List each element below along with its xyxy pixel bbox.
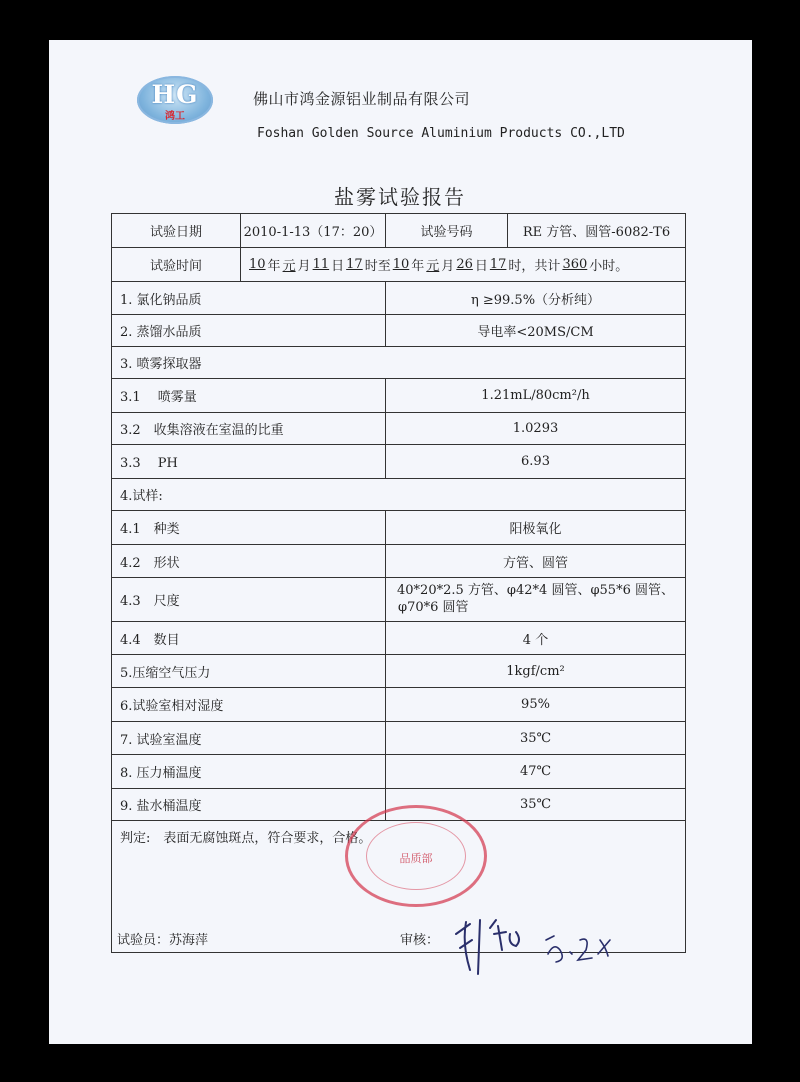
param-label: 2. 蒸馏水品质 xyxy=(120,325,202,340)
time-end-date: 26 xyxy=(456,257,473,272)
param-label: 1. 氯化钠品质 xyxy=(120,292,202,308)
time-start-month: 元 xyxy=(282,259,296,274)
param-row xyxy=(112,655,685,688)
param-row xyxy=(112,688,685,722)
time-value: 10 年 元 月 11 日 17 时至 10 年 元 月 26 日 17 时，共计 360 小时。 xyxy=(240,248,685,281)
handwritten-signature xyxy=(450,910,620,982)
param-value-line: φ70*6 圆管 xyxy=(398,600,469,615)
param-row xyxy=(112,315,685,347)
reviewer-label: 审核： xyxy=(400,933,440,948)
param-row xyxy=(112,511,685,545)
time-start-hour: 17 xyxy=(346,257,363,272)
param-value: 35℃ xyxy=(385,722,685,754)
param-value: 1kgf/cm² xyxy=(385,655,685,687)
param-label: 3.3 PH xyxy=(120,456,178,471)
logo-subtext: 鸿工 xyxy=(165,111,185,122)
param-value: η ≥99.5%（分析纯） xyxy=(385,282,685,314)
param-label: 7. 试验室温度 xyxy=(120,732,202,748)
logo-text: HG xyxy=(151,80,199,109)
param-value: 95% xyxy=(385,688,685,721)
param-label: 3. 喷雾探取器 xyxy=(120,357,202,372)
time-start-year: 10 xyxy=(249,257,266,272)
param-value: 47℃ xyxy=(385,755,685,788)
param-row xyxy=(112,413,685,445)
param-value: 6.93 xyxy=(385,445,685,478)
param-label: 4.1 种类 xyxy=(120,522,180,537)
param-value: 4 个 xyxy=(385,622,685,654)
param-label: 6.试验室相对湿度 xyxy=(120,699,224,714)
inspector-label: 试验员：苏海萍 xyxy=(117,933,209,948)
param-label: 4.试样: xyxy=(120,489,163,504)
param-value-line: 40*20*2.5 方管、φ42*4 圆管、φ55*6 圆管、 xyxy=(397,583,674,598)
report-title: 盐雾试验报告 xyxy=(334,185,466,209)
time-end-year: 10 xyxy=(392,257,410,272)
time-label: 试验时间 xyxy=(149,259,202,274)
param-label: 5.压缩空气压力 xyxy=(120,665,211,681)
param-label: 4.3 尺度 xyxy=(120,594,180,609)
verdict-text: 判定: 表面无腐蚀斑点，符合要求，合格。 xyxy=(120,831,372,846)
param-value: 1.21mL/80cm²/h xyxy=(385,379,685,412)
param-label: 4.4 数目 xyxy=(120,632,180,648)
test-time-row xyxy=(112,248,685,282)
param-row xyxy=(112,755,685,789)
number-value: RE 方管、圆管-6082-T6 xyxy=(507,214,685,247)
date-value: 2010-1-13（17：20） xyxy=(240,214,385,247)
param-label: 4.2 形状 xyxy=(120,555,180,571)
stamp-center-text: 品质部 xyxy=(399,852,433,865)
param-label: 9. 盐水桶温度 xyxy=(120,799,202,814)
param-value: 导电率<20MS/CM xyxy=(385,315,685,346)
param-row xyxy=(112,545,685,578)
param-label: 8. 压力桶温度 xyxy=(120,766,202,781)
time-end-month: 元 xyxy=(426,259,440,274)
param-value: 35℃ xyxy=(385,789,685,820)
param-row xyxy=(112,445,685,479)
date-label: 试验日期 xyxy=(149,225,202,240)
number-label: 试验号码 xyxy=(385,214,507,247)
test-date-row xyxy=(112,214,685,248)
param-value: 1.0293 xyxy=(385,413,685,444)
quality-department-stamp xyxy=(345,805,487,907)
param-row xyxy=(112,622,685,655)
time-start-date: 11 xyxy=(312,257,330,272)
param-row xyxy=(112,578,685,622)
param-value: 方管、圆管 xyxy=(385,545,685,577)
param-row xyxy=(112,379,685,413)
param-label: 3.1 喷雾量 xyxy=(120,390,197,405)
time-total: 360 xyxy=(562,257,588,272)
param-row xyxy=(112,282,685,315)
param-row xyxy=(112,722,685,755)
time-end-hour: 17 xyxy=(489,257,507,272)
company-name-cn: 佛山市鸿金源铝业制品有限公司 xyxy=(253,90,471,108)
param-value xyxy=(385,578,685,621)
param-label: 3.2 收集溶液在室温的比重 xyxy=(120,423,284,438)
company-logo xyxy=(137,76,213,124)
company-name-en: Foshan Golden Source Aluminium Products CO.,LTD xyxy=(257,126,625,141)
param-value: 阳极氧化 xyxy=(385,511,685,544)
param-row xyxy=(112,479,685,511)
param-row xyxy=(112,347,685,379)
